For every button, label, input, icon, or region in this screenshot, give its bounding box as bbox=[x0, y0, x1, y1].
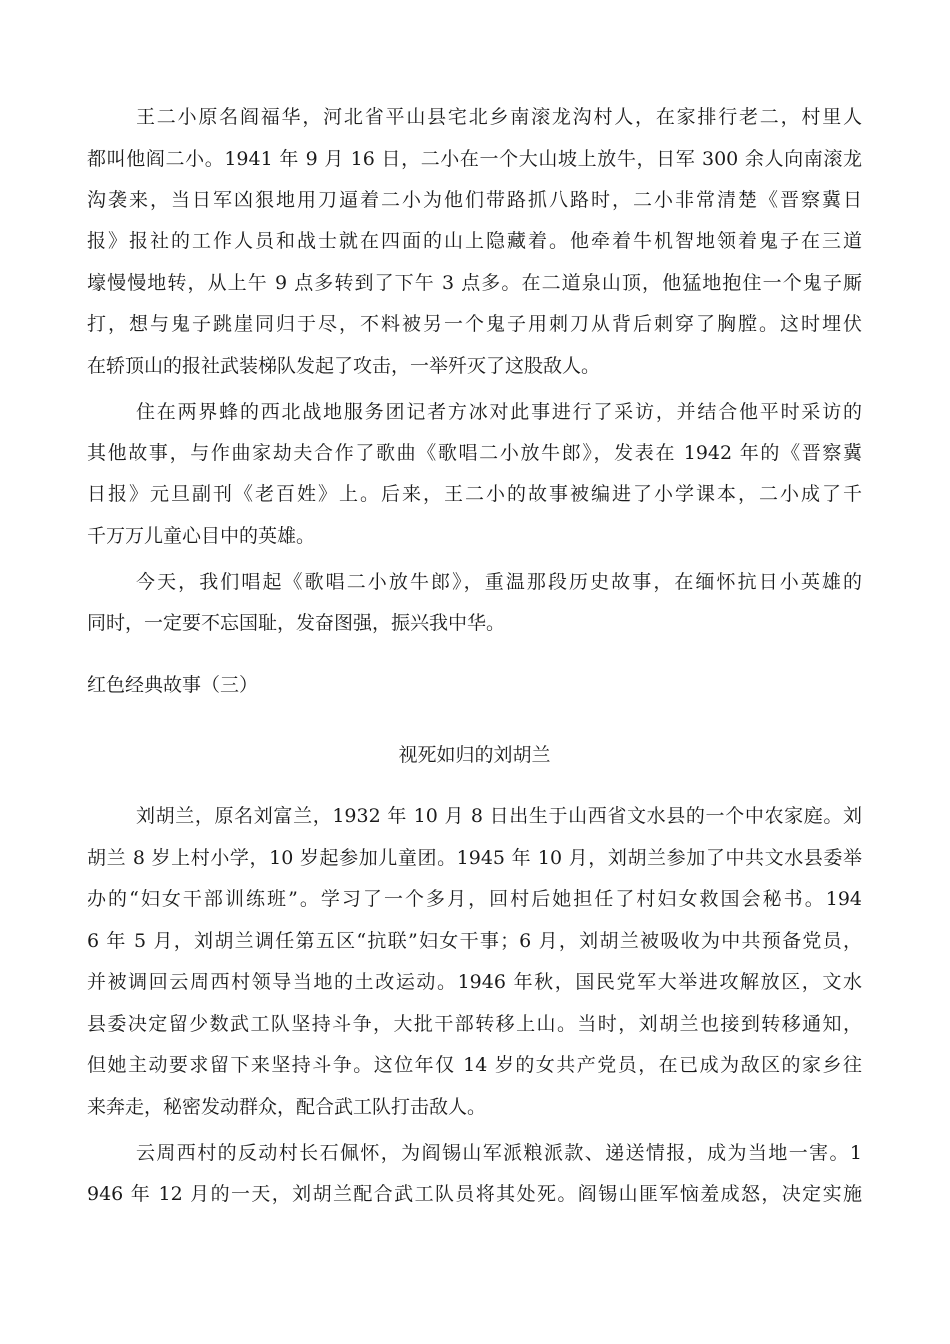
text-line: 946 年 12 月的一天，刘胡兰配合武工队员将其处死。阎锡山匪军恼羞成怒，决定实施 bbox=[87, 1183, 862, 1205]
text-line: 云周西村的反动村长石佩怀，为阎锡山军派粮派款、递送情报，成为当地一害。1 bbox=[136, 1142, 862, 1164]
text-line: 并被调回云周西村领导当地的土改运动。1946 年秋，国民党军大举进攻解放区，文水 bbox=[87, 971, 862, 993]
text-line: 在轿顶山的报社武装梯队发起了攻击，一举歼灭了这股敌人。 bbox=[87, 355, 601, 377]
text-line: 县委决定留少数武工队坚持斗争，大批干部转移上山。当时，刘胡兰也接到转移通知， bbox=[87, 1013, 862, 1035]
text-line: 沟袭来，当日军凶狠地用刀逼着二小为他们带路抓八路时，二小非常清楚《晋察冀日 bbox=[87, 189, 862, 211]
story-title: 视死如归的刘胡兰 bbox=[398, 744, 551, 766]
text-line: 办的“妇女干部训练班”。学习了一个多月，回村后她担任了村妇女救国会秘书。194 bbox=[87, 888, 862, 910]
text-line: 其他故事，与作曲家劫夫合作了歌曲《歌唱二小放牛郎》，发表在 1942 年的《晋察冀 bbox=[87, 442, 862, 464]
text-line: 报》报社的工作人员和战士就在四面的山上隐藏着。他牵着牛机智地领着鬼子在三道 bbox=[87, 230, 862, 252]
section-heading: 红色经典故事（三） bbox=[87, 674, 259, 696]
text-line: 千万万儿童心目中的英雄。 bbox=[87, 525, 316, 547]
text-line: 同时，一定要不忘国耻，发奋图强，振兴我中华。 bbox=[87, 612, 506, 634]
text-line: 刘胡兰，原名刘富兰，1932 年 10 月 8 日出生于山西省文水县的一个中农家庭。刘 bbox=[136, 805, 862, 827]
text-line: 今天，我们唱起《歌唱二小放牛郎》，重温那段历史故事，在缅怀抗日小英雄的 bbox=[136, 571, 862, 593]
text-line: 壕慢慢地转，从上午 9 点多转到了下午 3 点多。在二道泉山顶，他猛地抱住一个鬼子厮 bbox=[87, 272, 862, 294]
text-line: 打，想与鬼子跳崖同归于尽，不料被另一个鬼子用刺刀从背后刺穿了胸膛。这时埋伏 bbox=[87, 313, 862, 335]
text-line: 日报》元旦副刊《老百姓》上。后来，王二小的故事被编进了小学课本，二小成了千 bbox=[87, 483, 862, 505]
text-line: 王二小原名阎福华，河北省平山县宅北乡南滚龙沟村人，在家排行老二，村里人 bbox=[136, 106, 862, 128]
text-line: 胡兰 8 岁上村小学，10 岁起参加儿童团。1945 年 10 月，刘胡兰参加了中共文水县委举 bbox=[87, 847, 862, 869]
text-line: 都叫他阎二小。1941 年 9 月 16 日，二小在一个大山坡上放牛，日军 300 余人向南滚龙 bbox=[87, 148, 862, 170]
text-line: 6 年 5 月，刘胡兰调任第五区“抗联”妇女干事；6 月，刘胡兰被吸收为中共预备党员， bbox=[87, 930, 862, 952]
text-line: 住在两界蜂的西北战地服务团记者方冰对此事进行了采访，并结合他平时采访的 bbox=[136, 401, 862, 423]
text-line: 来奔走，秘密发动群众，配合武工队打击敌人。 bbox=[87, 1096, 487, 1118]
text-line: 但她主动要求留下来坚持斗争。这位年仅 14 岁的女共产党员，在已成为敌区的家乡往 bbox=[87, 1054, 862, 1076]
